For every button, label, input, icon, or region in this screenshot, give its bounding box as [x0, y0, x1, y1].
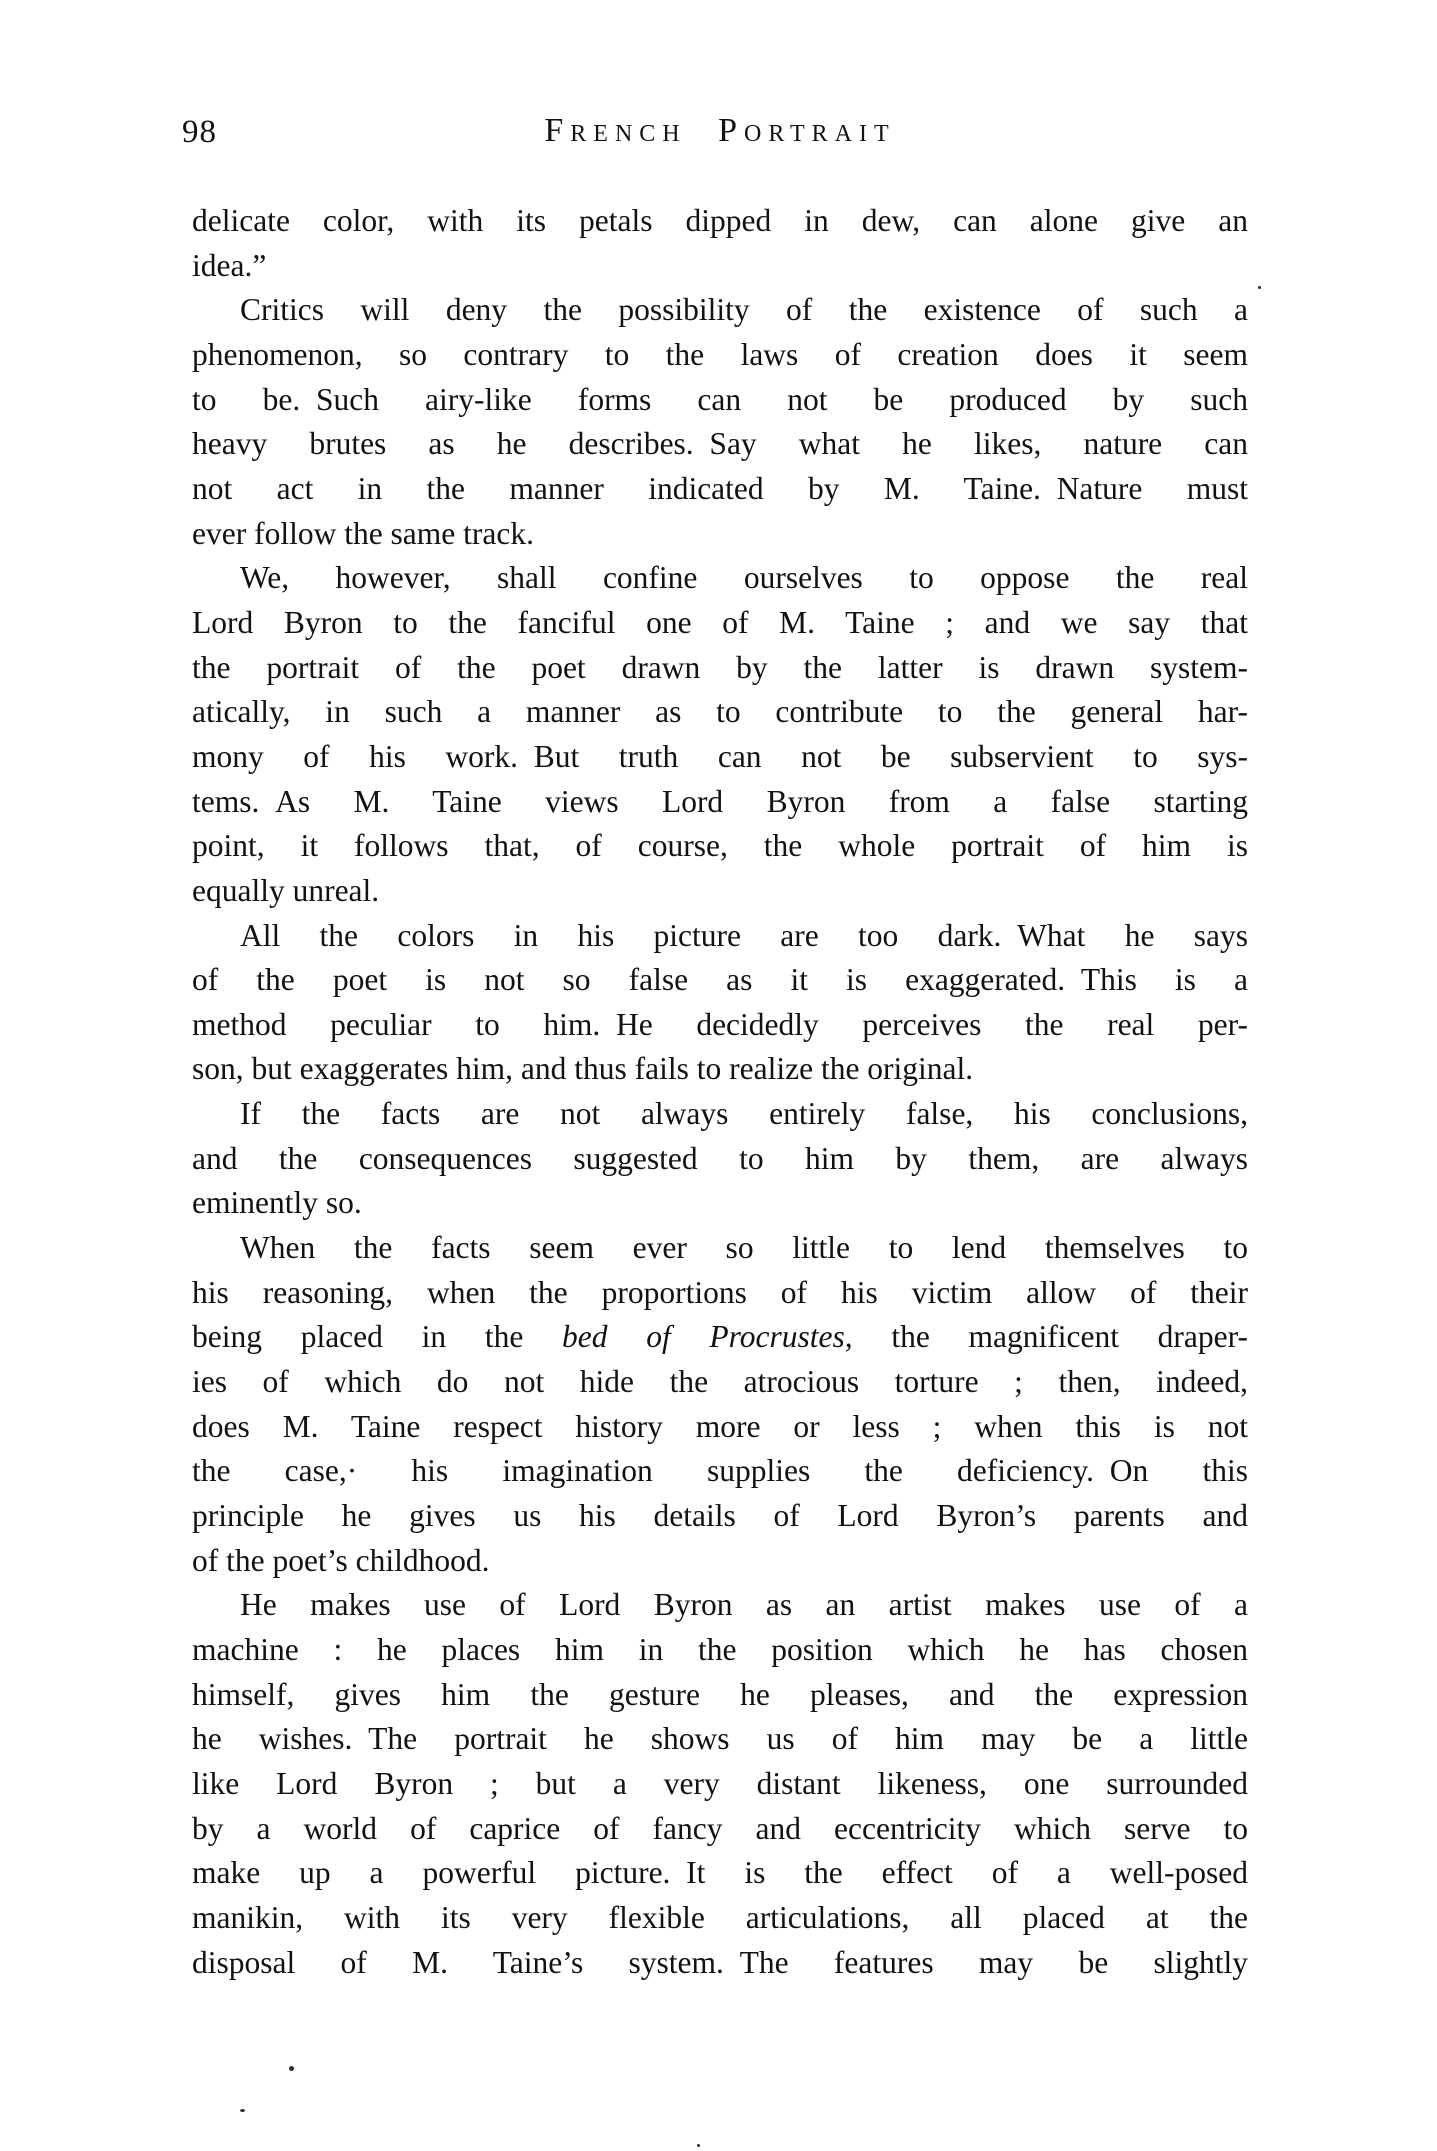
text-line: idea.” [192, 247, 267, 283]
paragraph [192, 1092, 1248, 1226]
text-line: of the poet is not so false as it is exaggerated. This is a [192, 962, 1248, 998]
text-line: Critics will deny the possibility of the existence of such a [240, 292, 1248, 328]
text-line: the portrait of the poet drawn by the latter is drawn system- [192, 649, 1248, 685]
text-line: he wishes. The portrait he shows us of him may be a little [192, 1721, 1248, 1757]
text-line: manikin, with its very flexible articulations, all placed at the [192, 1899, 1248, 1935]
text-line: by a world of caprice of fancy and eccentricity which serve to [192, 1810, 1248, 1846]
paragraph [192, 1226, 1248, 1583]
text-line: heavy brutes as he describes. Say what he likes, nature can [192, 426, 1248, 462]
text-line: mony of his work. But truth can not be subservient to sys- [192, 738, 1248, 774]
text-line: ever follow the same track. [192, 515, 534, 551]
text-line: principle he gives us his details of Lord Byron’s parents and [192, 1498, 1248, 1534]
scan-speck [697, 2144, 700, 2147]
text-line: himself, gives him the gesture he pleases, and the expression [192, 1676, 1248, 1712]
paragraph [192, 199, 1248, 288]
text-line: equally unreal. [192, 872, 380, 908]
text-line: son, but exaggerates him, and thus fails to realize the original. [192, 1051, 974, 1087]
text-line: Lord Byron to the fanciful one of M. Taine ; and we say that [192, 604, 1248, 640]
text-line: point, it follows that, of course, the whole portrait of him is [192, 828, 1248, 864]
page-body [192, 199, 1248, 1985]
text-line: tems. As M. Taine views Lord Byron from a false starting [192, 783, 1248, 819]
text-line: We, however, shall confine ourselves to oppose the real [240, 560, 1248, 596]
text-line: phenomenon, so contrary to the laws of creation does it seem [192, 336, 1248, 372]
scan-speck [240, 2109, 245, 2112]
text-line: not act in the manner indicated by M. Taine. Nature must [192, 470, 1248, 506]
text-line: disposal of M. Taine’s system. The features may be slightly [192, 1944, 1248, 1980]
page-number: 98 [182, 114, 217, 150]
text-line: ies of which do not hide the atrocious torture ; then, indeed, [192, 1364, 1248, 1400]
text-line: atically, in such a manner as to contribute to the general har- [192, 694, 1248, 730]
text-line: When the facts seem ever so little to lend themselves to [240, 1230, 1248, 1266]
running-head: French Portrait [544, 112, 896, 149]
text-line: does M. Taine respect history more or less ; when this is not [192, 1408, 1248, 1444]
text-line: being placed in the bed of Procrustes, the magnificent draper- [192, 1319, 1248, 1355]
text-line: delicate color, with its petals dipped in dew, can alone give an [192, 203, 1248, 238]
text-line: to be. Such airy-like forms can not be produced by such [192, 381, 1248, 417]
paragraph [192, 556, 1248, 913]
text-line: If the facts are not always entirely false, his conclusions, [240, 1096, 1248, 1132]
text-line: machine : he places him in the position which he has chosen [192, 1632, 1248, 1667]
text-line: make up a powerful picture. It is the effect of a well-posed [192, 1855, 1248, 1891]
text-line: and the consequences suggested to him by them, are always [192, 1140, 1248, 1176]
text-line: eminently so. [192, 1185, 362, 1221]
text-line: like Lord Byron ; but a very distant likeness, one surrounded [192, 1765, 1248, 1801]
text-line: He makes use of Lord Byron as an artist makes use of a [240, 1587, 1248, 1623]
paragraph [192, 914, 1248, 1093]
page-header [182, 112, 1248, 156]
text-line: his reasoning, when the proportions of his victim allow of their [192, 1274, 1248, 1310]
scan-speck [289, 2066, 294, 2071]
text-line: All the colors in his picture are too dark. What he says [240, 917, 1248, 953]
text-line: method peculiar to him. He decidedly perceives the real per- [192, 1006, 1248, 1042]
text-line: of the poet’s childhood. [192, 1542, 490, 1578]
text-line: the case,· his imagination supplies the deficiency. On this [192, 1453, 1248, 1489]
paragraph [192, 1583, 1248, 1985]
scan-speck [1258, 286, 1261, 289]
paragraph [192, 288, 1248, 556]
